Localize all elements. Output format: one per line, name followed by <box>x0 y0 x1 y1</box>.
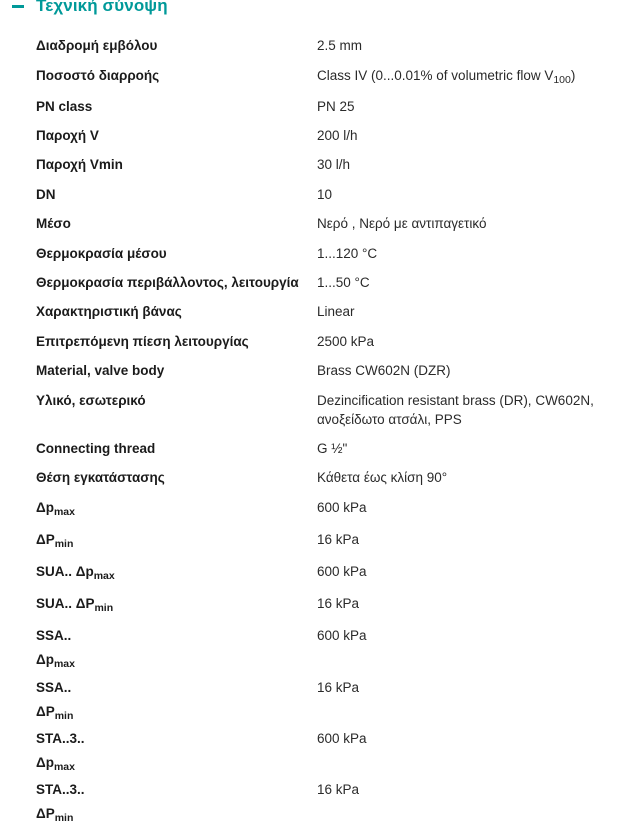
spec-value: 600 kPa <box>317 564 367 579</box>
spec-label-line1: STA..3.. <box>36 782 85 797</box>
spec-value <box>317 391 607 429</box>
spec-label <box>36 729 96 772</box>
spec-label-text: Δp <box>36 652 54 667</box>
spec-label-subscript: min <box>54 812 74 824</box>
spec-label: Υλικό, εσωτερικό <box>36 393 146 408</box>
minus-icon[interactable] <box>12 5 24 8</box>
spec-label <box>36 780 96 823</box>
spec-value: 200 l/h <box>317 128 358 143</box>
spec-label: Ποσοστό διαρροής <box>36 68 160 83</box>
spec-label <box>36 498 306 517</box>
spec-label: Θέση εγκατάστασης <box>36 470 165 485</box>
spec-value: Κάθετα έως κλίση 90° <box>317 470 448 485</box>
spec-label-text: Δp <box>36 500 54 515</box>
spec-label-text: Δp <box>36 755 54 770</box>
spec-value: 600 kPa <box>317 500 367 515</box>
spec-label-subscript: max <box>93 570 115 582</box>
spec-label <box>36 530 306 549</box>
spec-label: DN <box>36 187 56 202</box>
spec-label: Θερμοκρασία μέσου <box>36 246 167 261</box>
spec-label: Διαδρομή εμβόλου <box>36 38 158 53</box>
spec-value-end: ) <box>570 68 576 83</box>
spec-label: Παροχή Vmin <box>36 157 123 172</box>
spec-value: 10 <box>317 187 333 202</box>
section-header[interactable] <box>12 0 168 18</box>
spec-label-text: ΔP <box>36 532 55 547</box>
spec-value-subscript: 100 <box>553 74 571 86</box>
spec-label: PN class <box>36 99 93 114</box>
spec-value: 16 kPa <box>317 532 360 547</box>
spec-label-line2 <box>36 753 96 772</box>
spec-label-subscript: max <box>53 761 75 773</box>
spec-label: Θερμοκρασία περιβάλλοντος, λειτουργία <box>36 275 299 290</box>
spec-label-subscript: min <box>54 710 74 722</box>
spec-label <box>36 626 96 669</box>
spec-label-subscript: min <box>94 602 114 614</box>
spec-label-subscript: max <box>53 658 75 670</box>
spec-value: 16 kPa <box>317 596 360 611</box>
spec-value: 16 kPa <box>317 782 360 797</box>
spec-label-line1: SSA.. <box>36 680 72 695</box>
spec-value: 1...120 °C <box>317 246 378 261</box>
spec-label: Material, valve body <box>36 363 165 378</box>
spec-value: 600 kPa <box>317 731 367 746</box>
spec-label: Επιτρεπόμενη πίεση λειτουργίας <box>36 334 249 349</box>
spec-label <box>36 562 306 581</box>
spec-label-text: ΔP <box>36 704 55 719</box>
spec-value: 600 kPa <box>317 628 367 643</box>
spec-value: Linear <box>317 304 355 319</box>
spec-value: 2.5 mm <box>317 38 363 53</box>
spec-value: 2500 kPa <box>317 334 375 349</box>
section-title: Τεχνική σύνοψη <box>36 0 168 15</box>
spec-label <box>36 594 306 613</box>
spec-value-text: Class IV (0...0.01% of volumetric flow V <box>317 68 554 83</box>
spec-value: Brass CW602N (DZR) <box>317 363 451 378</box>
spec-value: PN 25 <box>317 99 355 114</box>
spec-label-text: SUA.. Δp <box>36 564 94 579</box>
spec-label: Μέσο <box>36 216 71 231</box>
spec-value: G ½" <box>317 441 348 456</box>
spec-label-line1: STA..3.. <box>36 731 85 746</box>
spec-label-line2 <box>36 804 96 823</box>
spec-label-line2 <box>36 702 96 721</box>
spec-label-line1: SSA.. <box>36 628 72 643</box>
spec-label-subscript: min <box>54 538 74 550</box>
spec-label <box>36 678 96 721</box>
spec-value-line1: Dezincification resistant brass (DR), CW602N, <box>317 393 594 408</box>
spec-value: 16 kPa <box>317 680 360 695</box>
spec-value-line2: ανοξείδωτο ατσάλι, PPS <box>317 412 462 427</box>
spec-label: Χαρακτηριστική βάνας <box>36 304 182 319</box>
spec-label-text: SUA.. ΔP <box>36 596 95 611</box>
spec-label: Connecting thread <box>36 441 156 456</box>
spec-value: Νερό , Νερό με αντιπαγετικό <box>317 216 487 231</box>
spec-label: Παροχή V <box>36 128 99 143</box>
spec-value: 1...50 °C <box>317 275 370 290</box>
spec-value: 30 l/h <box>317 157 351 172</box>
spec-label-line2 <box>36 650 96 669</box>
spec-label-text: ΔP <box>36 806 55 821</box>
spec-label-subscript: max <box>53 506 75 518</box>
spec-value <box>317 66 607 85</box>
